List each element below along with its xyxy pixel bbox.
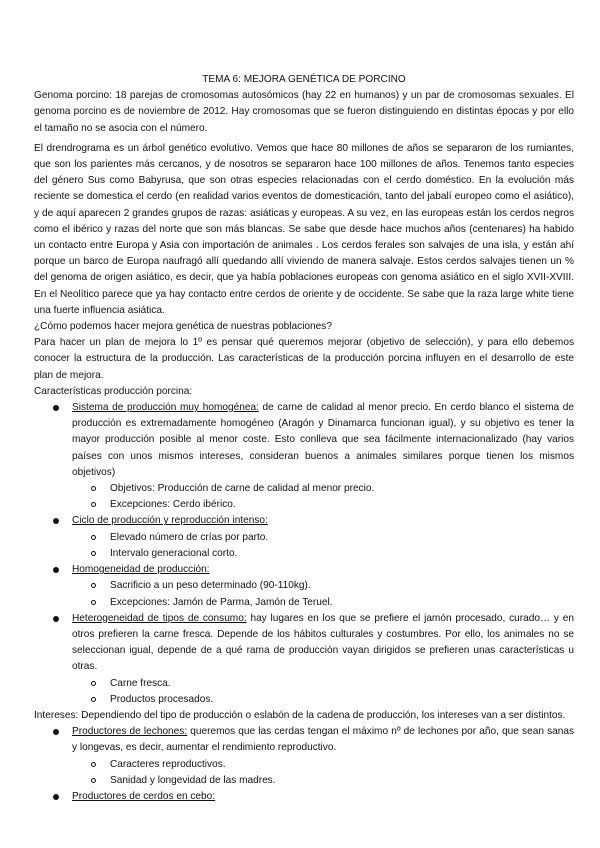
sublist-item-text: Intervalo generacional corto. [110, 547, 238, 559]
sublist-item [72, 595, 574, 611]
interests-list [34, 724, 574, 805]
sublist-item [72, 530, 574, 546]
list-item [34, 400, 574, 513]
sublist-item-text: Caracteres reproductivos. [110, 758, 226, 770]
bullet-icon [53, 567, 59, 573]
sublist-item [72, 676, 574, 692]
paragraph-genoma: Genoma porcino: 18 parejas de cromosomas autosómicos (hay 22 en humanos) y un par de cromosomas sexuales. El genoma porcino es de noviembre de 2012. Hay cromosomas que se fueron distinguiendo en distintas épocas y por ello el tamaño no se asocia con el número. [34, 90, 574, 134]
circle-bullet-icon [91, 697, 96, 702]
sublist [72, 481, 574, 513]
bullet-icon [53, 405, 59, 411]
bullet-icon [53, 794, 59, 800]
list-item [34, 562, 574, 611]
circle-bullet-icon [91, 762, 96, 767]
circle-bullet-icon [91, 502, 96, 507]
sublist-item-text: Carne fresca. [110, 677, 171, 689]
characteristics-list [34, 400, 574, 708]
list-item [34, 789, 574, 805]
characteristics-heading: Características producción porcina: [34, 385, 193, 397]
item-text: queremos que las cerdas tengan el máximo nº de lechones por año, que sean sanas y longevas, es decir, aumentar el rendimiento reproductivo. [72, 726, 574, 754]
list-item [34, 513, 574, 562]
bullet-icon [53, 518, 59, 524]
item-label: Productores de lechones: [72, 726, 188, 738]
sublist-item-text: Excepciones: Cerdo ibérico. [110, 499, 236, 511]
paragraph-dendrograma: El drendrograma es un árbol genético evolutivo. Vemos que hace 80 millones de años se separaron de los rumiantes, que son los parientes más cercanos, y de nosotros se separaron hace 100 millones de años. Tenemos tanto especies del género Sus como Babyrusa, que son otras especies relacionadas con el cerdo doméstico. En la evolución más reciente se domestica el cerdo (en realidad varios eventos de domesticación, tanto del jabalí europeo como el asiático), y de aquí aparecen 2 grandes grupos de razas: asiáticas y europeas. A su vez, en las europeas están los cerdos negros como el ibérico y razas del norte que son más blancas. Se sabe que desde hace muchos años (centenares) ha habido un contacto entre Europa y Asia con importación de animales . Los cerdos ferales son salvajes de una isla, y están ahí porque un barco de Europa naufragó allí quedando allí viviendo de manera salvaje. Estos cerdos salvajes tienen un % del genoma de origen asiático, es decir, que ya había poblaciones europeas con genoma asiático en el siglo XVII-XVIII. En el Neolítico parece que ya hay contacto entre cerdos de oriente y de occidente. Se sabe que la raza large white tiene una fuerte influencia asiática. [34, 142, 574, 316]
sublist-item [72, 546, 574, 562]
circle-bullet-icon [91, 681, 96, 686]
circle-bullet-icon [91, 551, 96, 556]
item-text: hay lugares en los que se prefiere el jamón procesado, curado… y en otros prefieren la carne fresca. Depende de los hábitos culturales y costumbres. Por ello, los animales no se seleccionan igual, depende de a qué rama de producción vayan dirigidos se prefieren unas características u otras. [72, 612, 574, 673]
item-label: Sistema de producción muy homogénea: [72, 402, 259, 414]
circle-bullet-icon [91, 486, 96, 491]
sublist-item-text: Elevado número de crías por parto. [110, 531, 269, 543]
circle-bullet-icon [91, 583, 96, 588]
sublist-item-text: Sacrificio a un peso determinado (90-110kg). [110, 580, 311, 592]
sublist-item [72, 497, 574, 513]
list-item [34, 724, 574, 789]
question-line: ¿Cómo podemos hacer mejora genética de nuestras poblaciones? [34, 321, 332, 333]
circle-bullet-icon [91, 535, 96, 540]
sublist-item-text: Excepciones: Jamón de Parma, Jamón de Teruel. [110, 596, 333, 608]
item-text: de carne de calidad al menor precio. En cerdo blanco el sistema de producción es extremadamente homogéneo (Aragón y Dinamarca funcionan igual), y su objetivo es tener la mayor producción posible al menor coste. Esto conlleva que sea fácilmente internacionalizado (hay varios países con unos mismos intereses, consideran buenos a animales similares porque tienen los mismos objetivos) [72, 402, 575, 478]
sublist [72, 530, 574, 562]
item-label: Heterogeneidad de tipos de consumo: [72, 612, 247, 624]
item-label: Productores de cerdos en cebo: [72, 790, 216, 802]
document-page [34, 72, 574, 805]
sublist-item [72, 757, 574, 773]
sublist [72, 578, 574, 610]
sublist [72, 676, 574, 708]
item-label: Ciclo de producción y reproducción intenso: [72, 515, 268, 527]
sublist-item-text: Objetivos: Producción de carne de calidad al menor precio. [110, 483, 375, 495]
item-label: Homogeneidad de producción: [72, 564, 210, 576]
sublist-item [72, 773, 574, 789]
sublist-item-text: Sanidad y longevidad de las madres. [110, 774, 276, 786]
interests-paragraph: Intereses: Dependiendo del tipo de producción o eslabón de la cadena de producción, los intereses van a ser distintos. [34, 709, 566, 721]
list-item [34, 611, 574, 708]
bullet-icon [53, 616, 59, 622]
circle-bullet-icon [91, 600, 96, 605]
paragraph-plan-mejora: Para hacer un plan de mejora lo 1º es pensar qué queremos mejorar (objetivo de selección), y para ello debemos conocer la estructura de la producción. Las características de la producción porcina influyen en el desarrollo de este plan de mejora. [34, 337, 574, 381]
sublist [72, 757, 574, 789]
document-title: TEMA 6: MEJORA GENÉTICA DE PORCINO [202, 74, 406, 85]
sublist-item [72, 578, 574, 594]
bullet-icon [53, 729, 59, 735]
sublist-item [72, 481, 574, 497]
sublist-item-text: Productos procesados. [110, 693, 214, 705]
sublist-item [72, 692, 574, 708]
circle-bullet-icon [91, 778, 96, 783]
